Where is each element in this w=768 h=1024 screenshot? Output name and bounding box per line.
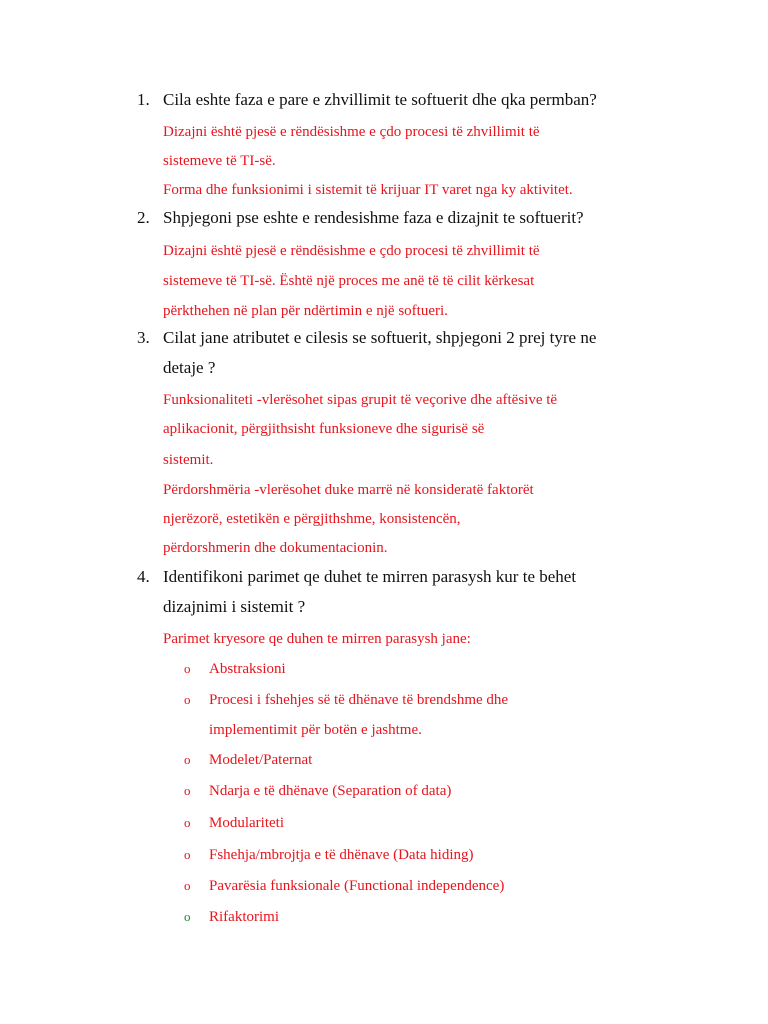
answer-3: [163, 386, 703, 563]
list-item-text: Modulariteti: [209, 815, 284, 831]
bullet-marker-icon: o: [184, 847, 191, 862]
answer-line: Përdorshmëria -vlerësohet duke marrë në konsideratë faktorët: [163, 482, 534, 498]
bullet-marker-icon: o: [184, 815, 191, 830]
answer-line: sistemeve të TI-së. Është një proces me anë të të cilit kërkesat: [163, 273, 535, 289]
question-number: 1.: [137, 90, 150, 109]
answer-line: sistemit.: [163, 452, 214, 468]
list-item-text: Fshehja/mbrojtja e të dhënave (Data hiding): [209, 847, 474, 863]
question-number: 2.: [137, 208, 150, 227]
answer-line: përdorshmerin dhe dokumentacionin.: [163, 540, 388, 556]
question-2: [137, 203, 697, 233]
answer-line: Parimet kryesore qe duhen te mirren parasysh jane:: [163, 631, 471, 647]
question-3: [137, 323, 697, 383]
list-item-text: Rifaktorimi: [209, 909, 279, 925]
answer-line: njerëzorë, estetikën e përgjithshme, konsistencën,: [163, 511, 461, 527]
question-text: Cilat jane atributet e cilesis se softuerit, shpjegoni 2 prej tyre ne: [163, 328, 597, 347]
question-text: Shpjegoni pse eshte e rendesishme faza e dizajnit te softuerit?: [163, 208, 584, 227]
question-text: dizajnimi i sistemit ?: [163, 597, 306, 616]
answer-line: përkthehen në plan për ndërtimin e një softueri.: [163, 303, 448, 319]
list-item-text: Pavarësia funksionale (Functional independence): [209, 878, 505, 894]
question-text: detaje ?: [163, 358, 216, 377]
question-number: 3.: [137, 328, 150, 347]
list-item-text: Abstraksioni: [209, 661, 286, 677]
bullet-marker-icon: o: [184, 661, 191, 676]
question-text: Identifikoni parimet qe duhet te mirren parasysh kur te behet: [163, 567, 577, 586]
bullet-marker-icon: o: [184, 909, 191, 924]
list-item-text: Procesi i fshehjes së të dhënave të brendshme dhe: [209, 692, 509, 708]
bullet-marker-icon: o: [184, 692, 191, 707]
answer-2: [163, 236, 703, 326]
question-text: Cila eshte faza e pare e zhvillimit te softuerit dhe qka permban?: [163, 90, 597, 109]
answer-1: [163, 118, 703, 205]
answer-line: Dizajni është pjesë e rëndësishme e çdo procesi të zhvillimit të: [163, 243, 540, 259]
answer-line: Dizajni është pjesë e rëndësishme e çdo procesi të zhvillimit të: [163, 124, 540, 140]
list-item-text: implementimit për botën e jashtme.: [209, 722, 422, 738]
answer-line: sistemeve të TI-së.: [163, 153, 276, 169]
bullet-marker-icon: o: [184, 783, 191, 798]
bullet-marker-icon: o: [184, 752, 191, 767]
question-4: [137, 562, 697, 622]
list-item-text: Ndarja e të dhënave (Separation of data): [209, 783, 452, 799]
bullet-marker-icon: o: [184, 878, 191, 893]
answer-line: Forma dhe funksionimi i sistemit të krijuar IT varet nga ky aktivitet.: [163, 182, 573, 198]
list-item-text: Modelet/Paternat: [209, 752, 313, 768]
question-number: 4.: [137, 567, 150, 586]
answer-4: [163, 625, 703, 654]
answer-line: aplikacionit, përgjithsisht funksioneve dhe sigurisë së: [163, 421, 485, 437]
answer-line: Funksionaliteti -vlerësohet sipas grupit të veçorive dhe aftësive të: [163, 392, 558, 408]
question-1: [137, 85, 697, 115]
